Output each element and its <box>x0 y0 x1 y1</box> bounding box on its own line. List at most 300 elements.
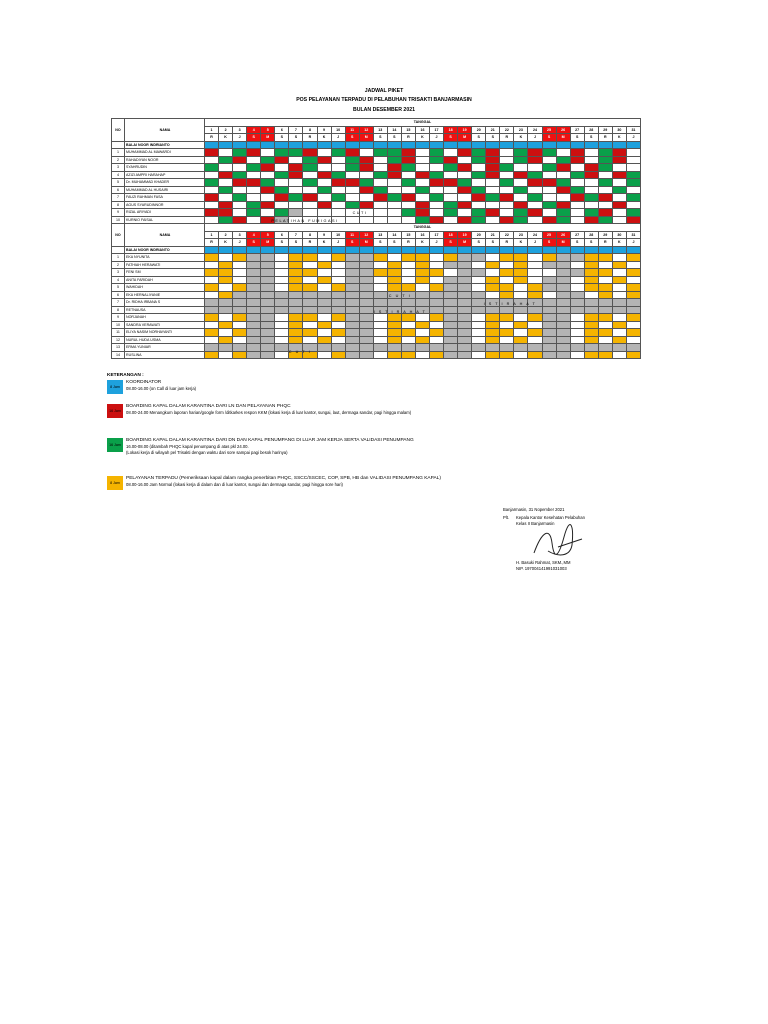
shift-cell <box>444 261 458 269</box>
shift-cell <box>415 186 429 194</box>
shift-cell <box>444 314 458 322</box>
weekday-header: R <box>401 134 415 142</box>
shift-cell <box>275 254 289 262</box>
coordinator-cell <box>415 246 429 254</box>
shift-cell <box>430 351 444 359</box>
coordinator-cell <box>514 141 528 149</box>
weekday-header: S <box>444 134 458 142</box>
shift-cell <box>556 156 570 164</box>
shift-cell <box>401 276 415 284</box>
shift-cell <box>458 269 472 277</box>
shift-cell <box>401 306 415 314</box>
shift-cell <box>626 164 640 172</box>
shift-cell <box>233 276 247 284</box>
shift-cell <box>275 351 289 359</box>
shift-cell <box>500 186 514 194</box>
day-header: 12 <box>359 126 373 134</box>
shift-cell <box>626 149 640 157</box>
shift-cell <box>500 314 514 322</box>
shift-cell <box>458 306 472 314</box>
row-nama: EKA NYUNITA <box>125 254 205 262</box>
row-nama: NURUL HUDA USMA <box>125 336 205 344</box>
day-header: 16 <box>415 126 429 134</box>
shift-cell <box>303 314 317 322</box>
shift-cell <box>345 194 359 202</box>
shift-cell <box>331 336 345 344</box>
legend-swatch: 16 Jam <box>107 404 123 418</box>
shift-cell <box>219 186 233 194</box>
legend-line-2: 08.00-16.00 (on Call di luar jam kerja) <box>126 386 197 391</box>
coordinator-cell <box>219 141 233 149</box>
shift-cell <box>458 336 472 344</box>
shift-cell <box>612 284 626 292</box>
shift-cell <box>598 299 612 307</box>
shift-cell <box>317 171 331 179</box>
shift-cell <box>486 164 500 172</box>
shift-cell <box>626 269 640 277</box>
shift-cell <box>205 164 219 172</box>
shift-cell <box>500 179 514 187</box>
legend-line-2: 08.00-16.00 Jam Normal (lokasi kerja di dalam dan di luar kantor, sungai dan dermaga sandar, pagi hingga sore hari) <box>126 482 343 487</box>
weekday-header: S <box>345 134 359 142</box>
row-no: 2 <box>112 156 125 164</box>
weekday-header: R <box>500 134 514 142</box>
shift-cell <box>205 329 219 337</box>
day-header: 15 <box>401 231 415 239</box>
shift-cell <box>458 149 472 157</box>
shift-cell <box>612 276 626 284</box>
shift-cell <box>289 171 303 179</box>
shift-cell <box>331 171 345 179</box>
day-header: 24 <box>528 126 542 134</box>
group-label: BALAI NOOR INDRIANTO <box>125 246 205 254</box>
coordinator-cell <box>359 246 373 254</box>
shift-cell <box>219 209 233 217</box>
shift-cell <box>542 261 556 269</box>
shift-cell <box>542 194 556 202</box>
shift-cell <box>444 171 458 179</box>
shift-cell <box>359 336 373 344</box>
shift-cell <box>570 149 584 157</box>
shift-cell <box>331 351 345 359</box>
shift-cell <box>289 299 303 307</box>
table-row <box>112 269 641 277</box>
shift-cell <box>359 149 373 157</box>
shift-cell <box>219 321 233 329</box>
shift-cell <box>289 179 303 187</box>
shift-cell <box>401 156 415 164</box>
shift-cell <box>472 164 486 172</box>
shift-cell <box>542 209 556 217</box>
shift-cell <box>612 306 626 314</box>
shift-cell <box>373 336 387 344</box>
shift-cell <box>233 336 247 344</box>
coordinator-cell <box>528 141 542 149</box>
shift-cell <box>542 179 556 187</box>
day-header: 6 <box>275 231 289 239</box>
shift-cell <box>542 344 556 352</box>
shift-cell <box>612 291 626 299</box>
shift-cell <box>542 314 556 322</box>
shift-cell <box>458 276 472 284</box>
shift-cell <box>331 156 345 164</box>
title-line-1: JADWAL PIKET <box>364 88 404 94</box>
shift-cell <box>387 276 401 284</box>
shift-cell <box>556 314 570 322</box>
shift-cell <box>458 291 472 299</box>
coordinator-cell <box>542 141 556 149</box>
weekday-header: S <box>570 239 584 247</box>
shift-cell <box>500 284 514 292</box>
shift-cell <box>584 164 598 172</box>
shift-cell <box>556 194 570 202</box>
shift-cell <box>598 194 612 202</box>
shift-cell <box>387 186 401 194</box>
shift-cell <box>415 201 429 209</box>
coordinator-cell <box>261 246 275 254</box>
shift-cell <box>612 336 626 344</box>
shift-cell <box>542 276 556 284</box>
shift-cell <box>219 201 233 209</box>
shift-cell <box>261 261 275 269</box>
day-header: 17 <box>430 126 444 134</box>
shift-cell <box>261 321 275 329</box>
shift-cell <box>317 209 331 217</box>
coordinator-cell <box>514 246 528 254</box>
shift-cell <box>486 194 500 202</box>
shift-cell <box>247 314 261 322</box>
shift-cell <box>486 276 500 284</box>
coordinator-cell <box>303 246 317 254</box>
shift-cell <box>444 201 458 209</box>
shift-cell <box>359 344 373 352</box>
shift-cell <box>458 284 472 292</box>
shift-cell <box>387 306 401 314</box>
shift-cell <box>598 269 612 277</box>
shift-cell <box>430 344 444 352</box>
shift-cell <box>598 261 612 269</box>
shift-cell <box>373 164 387 172</box>
shift-cell <box>612 201 626 209</box>
weekday-header: J <box>626 134 640 142</box>
shift-cell <box>584 201 598 209</box>
shift-cell <box>584 149 598 157</box>
shift-cell <box>331 149 345 157</box>
shift-cell <box>303 149 317 157</box>
shift-cell <box>205 336 219 344</box>
shift-cell <box>317 336 331 344</box>
shift-cell <box>570 351 584 359</box>
day-header: 14 <box>387 231 401 239</box>
weekday-header: S <box>444 239 458 247</box>
shift-cell <box>401 179 415 187</box>
day-header: 18 <box>444 126 458 134</box>
shift-cell <box>373 186 387 194</box>
shift-cell <box>401 291 415 299</box>
shift-cell <box>303 156 317 164</box>
shift-cell <box>486 269 500 277</box>
shift-cell <box>444 186 458 194</box>
shift-cell <box>247 321 261 329</box>
row-no: 2 <box>112 261 125 269</box>
shift-cell <box>500 329 514 337</box>
shift-cell <box>415 299 429 307</box>
coordinator-cell <box>387 141 401 149</box>
shift-cell <box>430 329 444 337</box>
shift-cell <box>472 291 486 299</box>
day-header: 21 <box>486 126 500 134</box>
shift-cell <box>444 336 458 344</box>
table-row <box>112 321 641 329</box>
shift-cell <box>205 179 219 187</box>
row-no: 7 <box>112 299 125 307</box>
row-nama: AZIZI AMPRI HARAHAP <box>125 171 205 179</box>
row-nama: RUSLINA <box>125 351 205 359</box>
coordinator-cell <box>472 141 486 149</box>
shift-cell <box>401 336 415 344</box>
shift-cell <box>542 149 556 157</box>
weekday-header: J <box>528 134 542 142</box>
weekday-header: J <box>331 134 345 142</box>
coordinator-cell <box>458 141 472 149</box>
shift-cell <box>205 321 219 329</box>
legend-heading: KETERANGAN : <box>107 373 144 378</box>
shift-cell <box>387 201 401 209</box>
shift-cell <box>556 344 570 352</box>
legend-text <box>126 476 441 488</box>
row-nama: AGUS SYARUDINNOR <box>125 201 205 209</box>
shift-cell <box>514 276 528 284</box>
legend-line-1: KOORDINATOR <box>126 380 162 385</box>
shift-cell <box>331 284 345 292</box>
coordinator-cell <box>275 141 289 149</box>
day-header: 8 <box>303 231 317 239</box>
col-nama-header: NAMA <box>125 224 205 247</box>
shift-cell <box>542 254 556 262</box>
shift-cell <box>584 269 598 277</box>
table-row <box>112 201 641 209</box>
shift-cell <box>528 164 542 172</box>
day-header: 1 <box>205 126 219 134</box>
shift-cell <box>219 171 233 179</box>
shift-cell <box>205 314 219 322</box>
shift-cell <box>458 254 472 262</box>
shift-cell <box>303 179 317 187</box>
shift-cell <box>556 149 570 157</box>
shift-cell <box>458 156 472 164</box>
shift-cell <box>514 156 528 164</box>
shift-cell <box>486 209 500 217</box>
shift-cell <box>373 261 387 269</box>
day-header: 6 <box>275 126 289 134</box>
shift-cell <box>415 261 429 269</box>
shift-cell <box>275 284 289 292</box>
shift-cell <box>247 329 261 337</box>
row-no: 3 <box>112 164 125 172</box>
day-header: 3 <box>233 126 247 134</box>
weekday-header: M <box>261 134 275 142</box>
table-row <box>112 276 641 284</box>
row-nama: WAHIDAH <box>125 284 205 292</box>
shift-cell <box>205 156 219 164</box>
shift-cell <box>359 186 373 194</box>
shift-cell <box>472 314 486 322</box>
row-nama: KURNIO FAISAL <box>125 216 205 224</box>
day-header: 23 <box>514 231 528 239</box>
shift-cell <box>528 329 542 337</box>
coordinator-cell <box>373 246 387 254</box>
shift-cell <box>542 186 556 194</box>
coordinator-cell <box>303 141 317 149</box>
shift-cell <box>570 321 584 329</box>
shift-cell <box>331 254 345 262</box>
weekday-header: S <box>373 239 387 247</box>
shift-cell <box>387 209 401 217</box>
weekday-header: S <box>486 134 500 142</box>
shift-cell <box>247 269 261 277</box>
shift-cell <box>317 344 331 352</box>
shift-cell <box>472 329 486 337</box>
coordinator-cell <box>205 141 219 149</box>
shift-cell <box>401 344 415 352</box>
shift-cell <box>430 299 444 307</box>
shift-cell <box>317 149 331 157</box>
shift-cell <box>401 261 415 269</box>
shift-cell <box>289 186 303 194</box>
shift-cell <box>472 186 486 194</box>
shift-cell <box>345 329 359 337</box>
shift-cell <box>219 344 233 352</box>
shift-cell <box>514 269 528 277</box>
shift-cell <box>317 276 331 284</box>
shift-cell <box>387 284 401 292</box>
shift-cell <box>626 261 640 269</box>
shift-cell <box>233 314 247 322</box>
weekday-header: J <box>430 239 444 247</box>
shift-cell <box>387 321 401 329</box>
shift-cell <box>570 314 584 322</box>
shift-cell <box>612 186 626 194</box>
shift-cell <box>247 344 261 352</box>
coordinator-cell <box>486 141 500 149</box>
shift-cell <box>205 269 219 277</box>
shift-cell <box>359 164 373 172</box>
shift-cell <box>303 306 317 314</box>
row-nama: Dr. MUHAMMAD KHADER <box>125 179 205 187</box>
shift-cell <box>373 156 387 164</box>
table-row <box>112 291 641 299</box>
shift-cell <box>247 254 261 262</box>
shift-cell <box>472 344 486 352</box>
shift-cell <box>430 164 444 172</box>
shift-cell <box>415 291 429 299</box>
row-no: 9 <box>112 314 125 322</box>
shift-cell <box>472 179 486 187</box>
table-row <box>112 344 641 352</box>
shift-cell <box>205 254 219 262</box>
shift-cell <box>415 329 429 337</box>
day-header: 25 <box>542 231 556 239</box>
table-row <box>112 284 641 292</box>
shift-cell <box>486 351 500 359</box>
shift-cell <box>359 194 373 202</box>
weekday-header: K <box>415 239 429 247</box>
shift-cell <box>500 149 514 157</box>
coordinator-cell <box>359 141 373 149</box>
shift-cell <box>289 329 303 337</box>
shift-cell <box>219 299 233 307</box>
weekday-header: R <box>303 239 317 247</box>
shift-cell <box>401 314 415 322</box>
shift-cell <box>233 284 247 292</box>
shift-cell <box>486 284 500 292</box>
shift-cell <box>247 186 261 194</box>
table-row <box>112 209 641 217</box>
shift-cell <box>359 171 373 179</box>
row-no: 6 <box>112 291 125 299</box>
shift-cell <box>233 344 247 352</box>
shift-cell <box>556 186 570 194</box>
day-header: 24 <box>528 231 542 239</box>
shift-cell <box>528 276 542 284</box>
shift-cell <box>584 284 598 292</box>
shift-cell <box>345 344 359 352</box>
shift-cell <box>486 336 500 344</box>
day-header: 30 <box>612 126 626 134</box>
weekday-header: S <box>247 134 261 142</box>
day-header: 9 <box>317 126 331 134</box>
shift-cell <box>458 194 472 202</box>
shift-cell <box>331 194 345 202</box>
band-istirahat-2: I S T I R A H A T <box>373 310 427 314</box>
shift-cell <box>415 164 429 172</box>
shift-cell <box>401 299 415 307</box>
day-header: 26 <box>556 231 570 239</box>
shift-cell <box>458 299 472 307</box>
shift-cell <box>247 306 261 314</box>
shift-cell <box>570 336 584 344</box>
shift-cell <box>289 149 303 157</box>
coordinator-cell <box>570 246 584 254</box>
shift-cell <box>486 314 500 322</box>
shift-cell <box>556 291 570 299</box>
shift-cell <box>359 179 373 187</box>
weekday-header: S <box>345 239 359 247</box>
day-header: 14 <box>387 126 401 134</box>
shift-cell <box>359 351 373 359</box>
shift-cell <box>415 254 429 262</box>
shift-cell <box>345 186 359 194</box>
shift-cell <box>514 306 528 314</box>
shift-cell <box>626 156 640 164</box>
shift-cell <box>556 261 570 269</box>
shift-cell <box>331 201 345 209</box>
shift-cell <box>331 269 345 277</box>
shift-cell <box>528 344 542 352</box>
shift-cell <box>570 194 584 202</box>
shift-cell <box>415 171 429 179</box>
shift-cell <box>612 209 626 217</box>
shift-cell <box>528 299 542 307</box>
coordinator-cell <box>331 141 345 149</box>
shift-cell <box>289 269 303 277</box>
row-nama: SANDRA VERAWATI <box>125 321 205 329</box>
shift-cell <box>486 344 500 352</box>
shift-cell <box>542 351 556 359</box>
shift-cell <box>486 321 500 329</box>
weekday-header: K <box>219 134 233 142</box>
shift-cell <box>444 299 458 307</box>
